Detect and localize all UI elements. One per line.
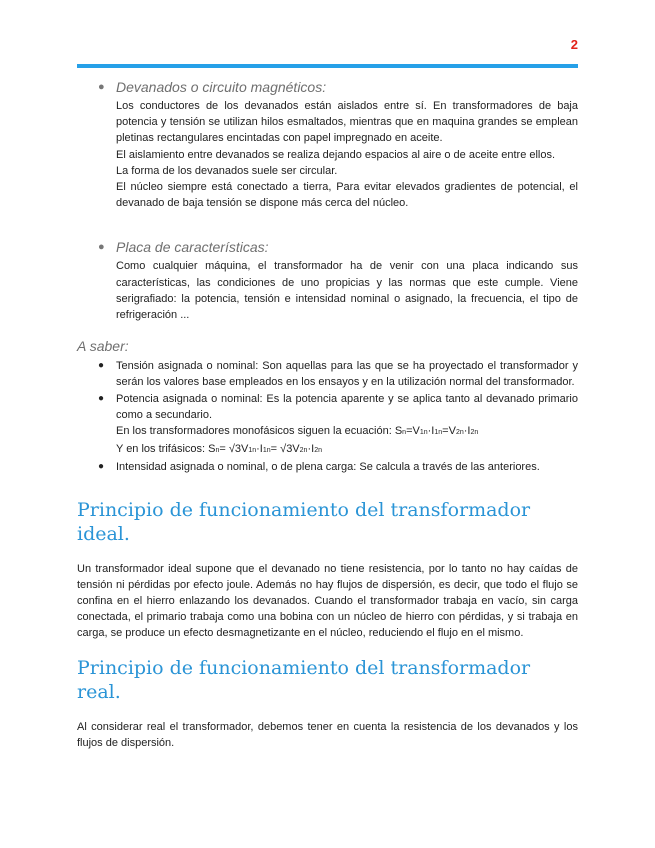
a-saber-title: A saber: (77, 338, 129, 355)
formula-part: = √3V (270, 443, 300, 456)
placa-body (116, 258, 578, 323)
list-item (77, 358, 578, 390)
formula-sub: 1n (262, 447, 271, 455)
formula-sub: 2n (314, 447, 322, 455)
bullet-dot-icon: ● (98, 241, 105, 254)
tension-text: Tensión asignada o nominal: Son aquellas para las que se ha proyectado el transformador y serán los valores base empleados en los ensayos y en la utilización normal del transformador. (116, 360, 578, 389)
a-saber-list (77, 358, 578, 475)
intensidad-text: Intensidad asignada o nominal, o de plena carga: Se calcula a través de las anteriores. (116, 461, 540, 474)
formula-part: ·I (427, 425, 435, 438)
mono-intro: En los transformadores monofásicos siguen la ecuación: (116, 425, 392, 438)
devanados-paragraph: Los conductores de los devanados están aislados entre sí. En transformadores de baja potencia y tensión se utilizan hilos esmaltados, mientras que en maquina grandes se emplean pletinas rectangulares encintadas con papel impregnado en aceite. (116, 100, 578, 145)
document-body (77, 78, 578, 751)
formula-sub: 2n (470, 429, 479, 437)
formula-part: ·I (256, 443, 263, 456)
placa-paragraph: Como cualquier máquina, el transformador ha de venir con una placa indicando sus características, las condiciones de uno propicias y las normas que este cumple. Viene serigrafiado: la potencia, tensión e intensidad nominal o asignado, la frecuencia, el tipo de refrigeración ... (116, 260, 578, 322)
page-number: 2 (570, 37, 578, 52)
formula-sub: 1n (419, 429, 428, 437)
formula-sub: 2n (299, 447, 308, 455)
bullet-dot-icon: ● (98, 360, 105, 372)
formula-s: S (394, 425, 403, 438)
list-item (77, 391, 578, 460)
spacer (77, 211, 578, 238)
mono-formula-line (116, 423, 578, 441)
formula-sub: 2n (455, 429, 464, 437)
formula-sub: 1n (248, 447, 257, 455)
ideal-paragraph: Un transformador ideal supone que el devanado no tiene resistencia, por lo tanto no hay caídas de tensión ni pérdidas por efecto joule. Además no hay flujos de dispersión, es decir, que todo el flujo se confina en el hierro enlazando los devanados. Cuando el transformador trabaja en vacío, sin carga conectada, el primario trabaja como una bobina con un núcleo de hierro con pérdidas, y si trabaja en carga, se produce un efecto desmagnetizante en el núcleo, reduciendo el flujo en el mismo. (77, 562, 578, 640)
potencia-text: Potencia asignada o nominal: Es la potencia aparente y se aplica tanto al devanado primario como a secundario. (116, 392, 578, 421)
devanados-body (116, 98, 578, 211)
formula-sub: n (402, 429, 407, 437)
formula-part: ·I (463, 425, 471, 438)
header-rule (77, 64, 578, 68)
bullet-dot-icon: ● (98, 392, 105, 404)
placa-title (77, 238, 578, 256)
bullet-dot-icon: ● (98, 81, 105, 93)
bullet-dot-icon: ● (98, 461, 105, 473)
formula-part: ·I (307, 443, 315, 456)
formula-part: =V (406, 425, 420, 438)
formula-sub: 1n (434, 429, 443, 437)
tri-formula-line (116, 441, 578, 459)
formula-part: = √3V (219, 443, 249, 456)
devanados-paragraph: El núcleo siempre está conectado a tierra, Para evitar elevados gradientes de potencial, el devanado de baja tensión se dispone más cerca del núcleo. (116, 181, 578, 210)
real-paragraph: Al considerar real el transformador, debemos tener en cuenta la resistencia de los devanados y los flujos de dispersión. (77, 720, 578, 749)
tri-intro: Y en los trifásicos: S (116, 443, 216, 456)
devanados-title (77, 78, 578, 96)
formula-part: =V (442, 425, 456, 438)
list-item (77, 459, 578, 475)
devanados-paragraph: El aislamiento entre devanados se realiza dejando espacios al aire o de aceite entre ellos. (116, 148, 556, 161)
formula-sub: n (215, 447, 220, 455)
placa-title-text: Placa de características: (116, 239, 269, 256)
devanados-paragraph: La forma de los devanados suele ser circular. (116, 164, 338, 177)
devanados-title-text: Devanados o circuito magnéticos: (116, 79, 327, 95)
real-heading: Principio de funcionamiento del transformador real. (77, 656, 531, 703)
ideal-heading: Principio de funcionamiento del transformador ideal. (77, 498, 531, 545)
